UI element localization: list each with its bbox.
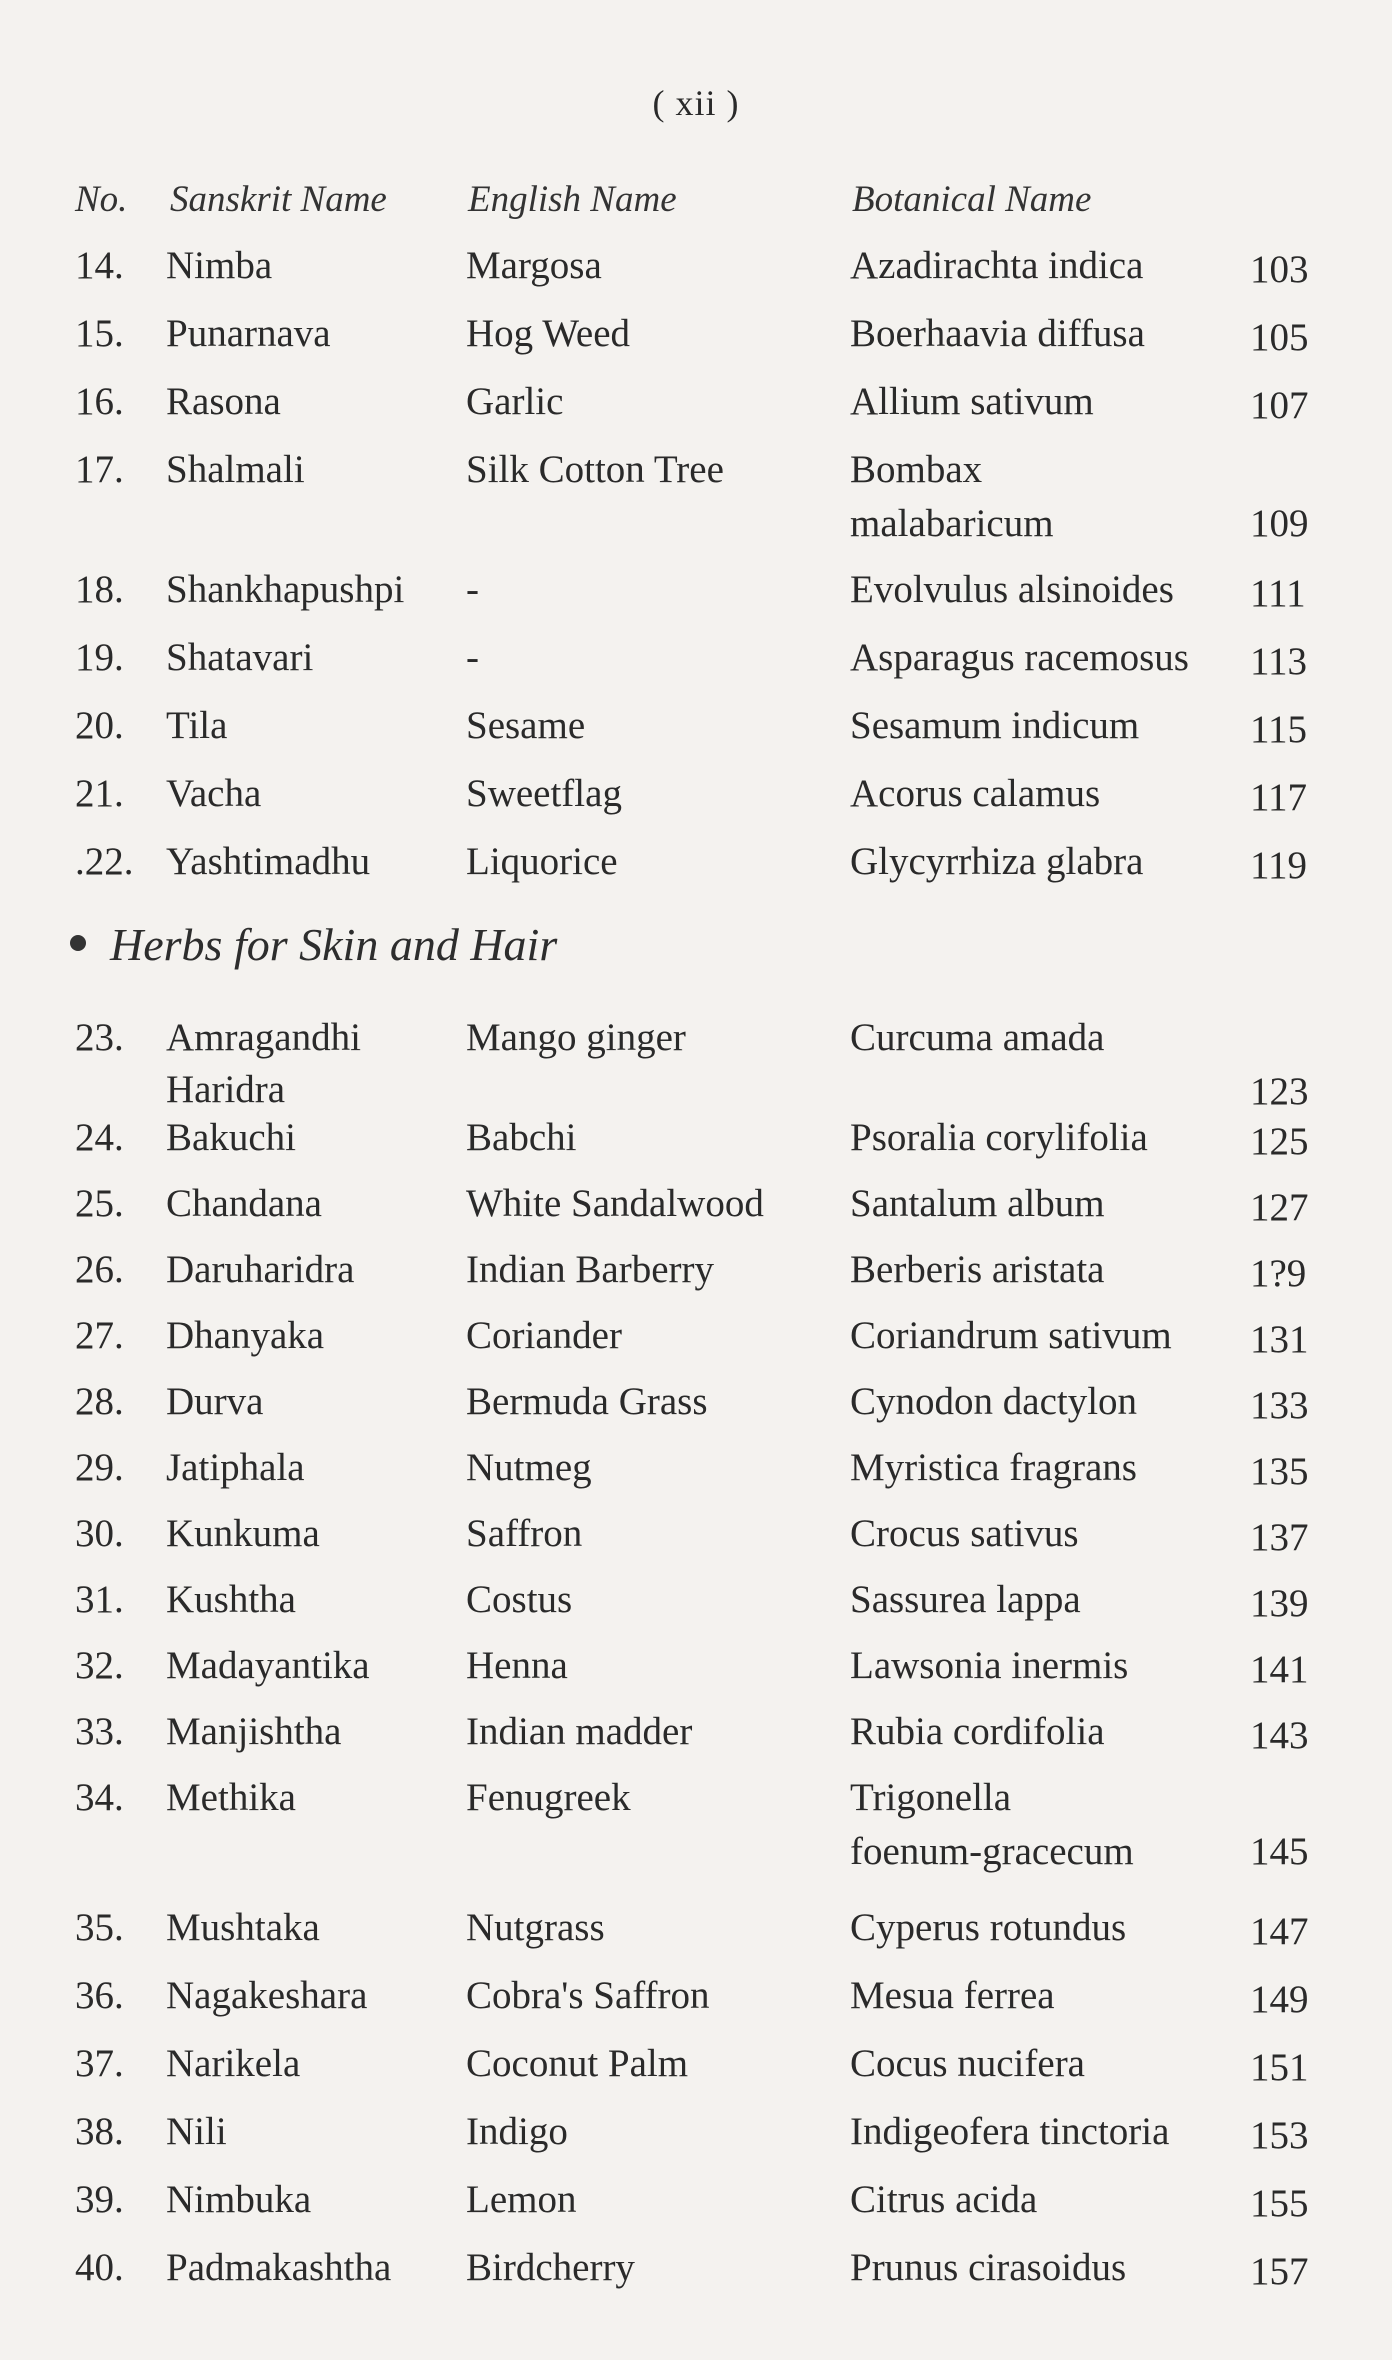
sanskrit-name: Madayantika [166, 1644, 370, 1687]
botanical-name: Prunus cirasoidus [850, 2246, 1127, 2289]
english-name: Fenugreek [466, 1776, 631, 1819]
sanskrit-name: Padmakashtha [166, 2246, 392, 2289]
section-title: Herbs for Skin and Hair [110, 919, 558, 970]
table-row [0, 1770, 1392, 1890]
english-name: White Sandalwood [466, 1182, 764, 1225]
page-ref: 115 [1250, 708, 1308, 751]
botanical-name: Psoralia corylifolia [850, 1116, 1148, 1159]
sanskrit-name: Nimbuka [166, 2178, 312, 2221]
page-ref: 119 [1250, 844, 1308, 887]
row-number: 31. [75, 1578, 124, 1621]
botanical-name: Citrus acida [850, 2178, 1038, 2221]
english-name: Indigo [466, 2110, 568, 2153]
sanskrit-name: Mushtaka [166, 1906, 320, 1949]
sanskrit-name: Chandana [166, 1182, 322, 1225]
row-number: .22. [75, 840, 134, 883]
english-name: Liquorice [466, 840, 618, 883]
botanical-name: Indigeofera tinctoria [850, 2110, 1170, 2153]
sanskrit-name: Bakuchi [166, 1116, 296, 1159]
sanskrit-name: Nagakeshara [166, 1974, 368, 2017]
sanskrit-name: Dhanyaka [166, 1314, 325, 1357]
sanskrit-name: Tila [166, 704, 228, 747]
english-name: Indian Barberry [466, 1248, 714, 1291]
header-sanskrit-name: Sanskrit Name [170, 179, 387, 220]
english-name: Garlic [466, 380, 564, 423]
page-ref: 127 [1250, 1186, 1309, 1229]
page-ref: 117 [1250, 776, 1308, 819]
header-botanical-name: Botanical Name [852, 179, 1092, 220]
botanical-name: Acorus calamus [850, 772, 1101, 815]
row-number: 17. [75, 448, 124, 491]
sanskrit-name: Manjishtha [166, 1710, 342, 1753]
english-name: Sesame [466, 704, 586, 747]
row-number: 24. [75, 1116, 124, 1159]
page-ref: 111 [1250, 572, 1306, 615]
row-number: 26. [75, 1248, 124, 1291]
row-number: 34. [75, 1776, 124, 1819]
botanical-name: Myristica fragrans [850, 1446, 1137, 1489]
row-number: 37. [75, 2042, 124, 2085]
page-ref: 131 [1250, 1318, 1309, 1361]
row-number: 18. [75, 568, 124, 611]
botanical-name: Cynodon dactylon [850, 1380, 1138, 1423]
botanical-name: Glycyrrhiza glabra [850, 840, 1144, 883]
botanical-name: Sesamum indicum [850, 704, 1140, 747]
english-name: Coconut Palm [466, 2042, 689, 2085]
page-ref: 147 [1250, 1910, 1309, 1953]
page-ref: 123 [1250, 1070, 1309, 1113]
sanskrit-name: Vacha [166, 772, 262, 815]
row-number: 38. [75, 2110, 124, 2153]
english-name: Henna [466, 1644, 568, 1687]
row-number: 25. [75, 1182, 124, 1225]
row-number: 15. [75, 312, 124, 355]
sanskrit-name: Shatavari [166, 636, 314, 679]
page-ref: 125 [1250, 1120, 1309, 1163]
english-name: Birdcherry [466, 2246, 635, 2289]
sanskrit-name: Nili [166, 2110, 227, 2153]
header-english-name: English Name [468, 179, 677, 220]
botanical-name: Santalum album [850, 1182, 1105, 1225]
sanskrit-name: Punarnava [166, 312, 331, 355]
row-number: 23. [75, 1016, 124, 1059]
row-number: 27. [75, 1314, 124, 1357]
english-name: Indian madder [466, 1710, 693, 1753]
row-number: 39. [75, 2178, 124, 2221]
botanical-name: Bombax [850, 448, 983, 491]
sanskrit-name: Shalmali [166, 448, 305, 491]
row-number: 30. [75, 1512, 124, 1555]
english-name: Coriander [466, 1314, 622, 1357]
row-number: 36. [75, 1974, 124, 2017]
page-ref: 137 [1250, 1516, 1309, 1559]
botanical-name: Lawsonia inermis [850, 1644, 1129, 1687]
page-number: ( xii ) [652, 83, 740, 123]
page-ref: 107 [1250, 384, 1309, 427]
sanskrit-name: Narikela [166, 2042, 301, 2085]
sanskrit-name: Methika [166, 1776, 296, 1819]
sanskrit-name: Nimba [166, 244, 273, 287]
sanskrit-name-cont: Haridra [166, 1068, 286, 1111]
botanical-name: Boerhaavia diffusa [850, 312, 1145, 355]
english-name: - [466, 636, 479, 679]
page-ref: 149 [1250, 1978, 1309, 2021]
botanical-name: Crocus sativus [850, 1512, 1079, 1555]
row-number: 35. [75, 1906, 124, 1949]
english-name: Costus [466, 1578, 573, 1621]
page-ref: 155 [1250, 2182, 1309, 2225]
botanical-name: Curcuma amada [850, 1016, 1105, 1059]
row-number: 40. [75, 2246, 124, 2289]
row-number: 14. [75, 244, 124, 287]
row-number: 28. [75, 1380, 124, 1423]
botanical-name: Cocus nucifera [850, 2042, 1085, 2085]
page-ref: 153 [1250, 2114, 1309, 2157]
botanical-name: Coriandrum sativum [850, 1314, 1172, 1357]
sanskrit-name: Yashtimadhu [166, 840, 371, 883]
english-name: Cobra's Saffron [466, 1974, 710, 2017]
page-ref: 139 [1250, 1582, 1309, 1625]
sanskrit-name: Rasona [166, 380, 281, 423]
table-row [0, 442, 1392, 562]
english-name: Mango ginger [466, 1016, 686, 1059]
page-ref: 141 [1250, 1648, 1309, 1691]
english-name: Lemon [466, 2178, 577, 2221]
page-ref: 103 [1250, 248, 1309, 291]
page-ref: 157 [1250, 2250, 1309, 2293]
sanskrit-name: Daruharidra [166, 1248, 355, 1291]
english-name: Sweetflag [466, 772, 622, 815]
sanskrit-name: Durva [166, 1380, 264, 1423]
row-number: 16. [75, 380, 124, 423]
row-number: 19. [75, 636, 124, 679]
english-name: Silk Cotton Tree [466, 448, 724, 491]
sanskrit-name: Kunkuma [166, 1512, 320, 1555]
botanical-name: Sassurea lappa [850, 1578, 1081, 1621]
botanical-name: Asparagus racemosus [850, 636, 1189, 679]
page-ref: 133 [1250, 1384, 1309, 1427]
sanskrit-name: Kushtha [166, 1578, 296, 1621]
header-no: No. [75, 179, 128, 220]
botanical-name: Evolvulus alsinoides [850, 568, 1174, 611]
english-name: Saffron [466, 1512, 583, 1555]
page-ref: 1?9 [1250, 1252, 1307, 1295]
page-ref: 105 [1250, 316, 1309, 359]
botanical-name-cont: foenum-gracecum [850, 1830, 1134, 1873]
botanical-name: Mesua ferrea [850, 1974, 1055, 2017]
page-ref: 109 [1250, 502, 1309, 545]
row-number: 20. [75, 704, 124, 747]
sanskrit-name: Amragandhi [166, 1016, 361, 1059]
row-number: 33. [75, 1710, 124, 1753]
page-ref: 113 [1250, 640, 1308, 683]
page-ref: 135 [1250, 1450, 1309, 1493]
row-number: 21. [75, 772, 124, 815]
botanical-name-cont: malabaricum [850, 502, 1054, 545]
row-number: 32. [75, 1644, 124, 1687]
table-row [0, 2240, 1392, 2360]
english-name: Hog Weed [466, 312, 631, 355]
page-ref: 151 [1250, 2046, 1309, 2089]
botanical-name: Trigonella [850, 1776, 1012, 1819]
english-name: Nutmeg [466, 1446, 592, 1489]
botanical-name: Allium sativum [850, 380, 1094, 423]
english-name: Margosa [466, 244, 602, 287]
sanskrit-name: Shankhapushpi [166, 568, 405, 611]
sanskrit-name: Jatiphala [166, 1446, 305, 1489]
row-number: 29. [75, 1446, 124, 1489]
english-name: - [466, 568, 479, 611]
english-name: Nutgrass [466, 1906, 605, 1949]
botanical-name: Berberis aristata [850, 1248, 1105, 1291]
english-name: Babchi [466, 1116, 577, 1159]
botanical-name: Azadirachta indica [850, 244, 1144, 287]
table-row [0, 834, 1392, 954]
botanical-name: Rubia cordifolia [850, 1710, 1105, 1753]
page-ref: 143 [1250, 1714, 1309, 1757]
english-name: Bermuda Grass [466, 1380, 708, 1423]
botanical-name: Cyperus rotundus [850, 1906, 1127, 1949]
page-ref: 145 [1250, 1830, 1309, 1873]
